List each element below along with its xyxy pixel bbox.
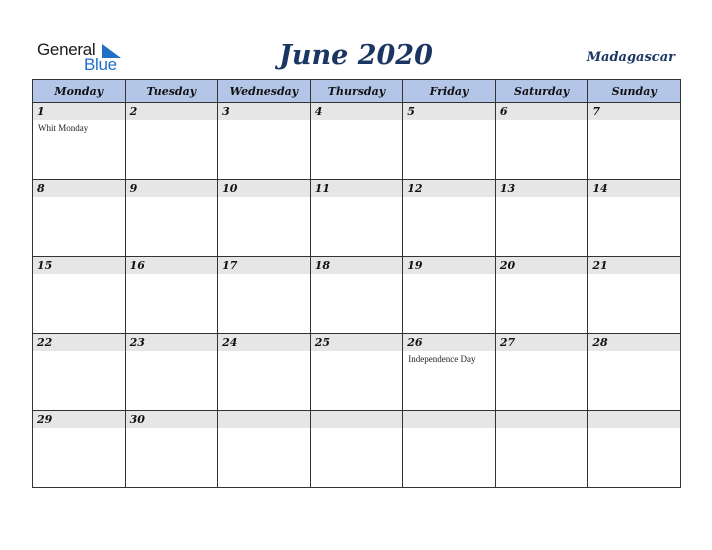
day-number: 21 [592, 259, 608, 272]
day-number: 9 [129, 182, 138, 195]
day-cell [33, 180, 126, 257]
day-number-band [588, 180, 680, 197]
day-number-band [33, 257, 125, 274]
day-number-band [588, 103, 680, 120]
day-cell [218, 180, 311, 257]
day-cell [495, 103, 588, 180]
day-cell [310, 334, 403, 411]
day-cell [125, 103, 218, 180]
day-number-band [33, 103, 125, 120]
holiday-label: Independence Day [408, 354, 476, 364]
weekday-header: Sunday [588, 80, 681, 103]
day-number: 29 [37, 413, 53, 426]
calendar-grid [32, 79, 681, 488]
day-number: 10 [222, 182, 238, 195]
day-cell [125, 180, 218, 257]
day-cell [588, 180, 681, 257]
week-row [33, 411, 681, 488]
day-number-band [496, 257, 588, 274]
day-number: 28 [592, 336, 608, 349]
day-cell [33, 411, 126, 488]
day-number: 30 [129, 413, 145, 426]
day-cell [495, 257, 588, 334]
day-number-band [496, 180, 588, 197]
day-number: 6 [499, 105, 508, 118]
weekday-header-row [33, 80, 681, 103]
day-number: 14 [592, 182, 608, 195]
day-number-band [126, 180, 218, 197]
day-number: 13 [499, 182, 516, 195]
day-number-band [218, 103, 310, 120]
day-number: 5 [407, 105, 415, 118]
day-number-band [588, 257, 680, 274]
day-cell [310, 411, 403, 488]
day-cell [403, 180, 496, 257]
week-row [33, 103, 681, 180]
day-cell [403, 103, 496, 180]
day-number-band [496, 103, 588, 120]
week-row [33, 180, 681, 257]
day-number: 8 [37, 182, 45, 195]
day-number-band [33, 180, 125, 197]
day-number: 20 [499, 259, 516, 272]
day-number-band [126, 411, 218, 428]
day-cell [33, 257, 126, 334]
day-cell [33, 334, 126, 411]
day-number-band [311, 180, 403, 197]
day-cell [125, 257, 218, 334]
day-number-band [311, 257, 403, 274]
page-title: June 2020 [279, 40, 433, 71]
day-cell [588, 257, 681, 334]
day-cell [495, 411, 588, 488]
week-row [33, 334, 681, 411]
day-number-band [403, 257, 495, 274]
day-cell [403, 411, 496, 488]
day-number: 11 [314, 182, 330, 195]
day-cell [495, 334, 588, 411]
day-number-band [403, 103, 495, 120]
day-number-band [588, 334, 680, 351]
weekday-header: Monday [33, 80, 126, 103]
holiday-label: Whit Monday [38, 123, 89, 133]
day-number: 26 [407, 336, 423, 349]
weekday-header: Thursday [310, 80, 403, 103]
day-number-band [496, 334, 588, 351]
day-number-band [496, 411, 588, 428]
day-number: 27 [499, 336, 516, 349]
day-cell [218, 411, 311, 488]
day-number-band [218, 411, 310, 428]
day-number: 17 [222, 259, 238, 272]
country-label: Madagascar [586, 50, 675, 65]
weekday-header: Friday [403, 80, 496, 103]
day-number: 19 [407, 259, 423, 272]
day-cell [125, 411, 218, 488]
day-number-band [403, 180, 495, 197]
day-number: 24 [222, 336, 238, 349]
day-number-band [33, 411, 125, 428]
day-number-band [311, 103, 403, 120]
day-number: 3 [222, 105, 230, 118]
day-cell [310, 103, 403, 180]
day-cell [125, 334, 218, 411]
day-number-band [218, 257, 310, 274]
day-number: 16 [129, 259, 145, 272]
day-number: 23 [129, 336, 145, 349]
day-cell [588, 103, 681, 180]
day-cell [310, 257, 403, 334]
day-number: 15 [37, 259, 53, 272]
day-number: 22 [37, 336, 53, 349]
day-number: 4 [314, 105, 323, 118]
day-number-band [126, 257, 218, 274]
week-row [33, 257, 681, 334]
day-cell [310, 180, 403, 257]
day-number: 2 [129, 105, 138, 118]
day-number-band [126, 334, 218, 351]
day-number-band [588, 411, 680, 428]
day-cell [218, 334, 311, 411]
day-number-band [33, 334, 125, 351]
day-cell [588, 334, 681, 411]
day-number-band [403, 411, 495, 428]
day-number-band [218, 334, 310, 351]
day-number-band [126, 103, 218, 120]
day-cell [588, 411, 681, 488]
day-number: 25 [314, 336, 330, 349]
day-number: 1 [37, 105, 45, 118]
day-cell [403, 334, 496, 411]
weekday-header: Wednesday [218, 80, 311, 103]
day-number-band [218, 180, 310, 197]
day-cell [218, 103, 311, 180]
day-number-band [311, 334, 403, 351]
day-cell [403, 257, 496, 334]
day-cell [33, 103, 126, 180]
logo-text-general: General [37, 40, 96, 59]
day-number: 12 [407, 182, 423, 195]
day-number-band [403, 334, 495, 351]
day-number-band [311, 411, 403, 428]
day-cell [495, 180, 588, 257]
logo-text-blue: Blue [84, 55, 117, 74]
day-number: 18 [314, 259, 330, 272]
day-cell [218, 257, 311, 334]
weekday-header: Tuesday [125, 80, 218, 103]
day-number: 7 [592, 105, 601, 118]
weekday-header: Saturday [495, 80, 588, 103]
